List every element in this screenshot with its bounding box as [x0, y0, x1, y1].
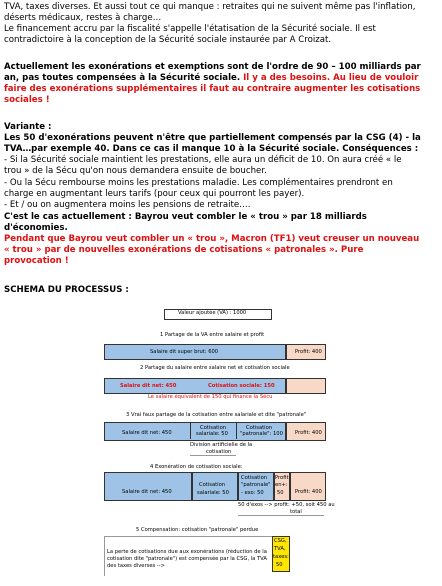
step3-note-underline: [190, 455, 236, 456]
step1-profit-label: Profit: 400: [295, 349, 322, 355]
step3-cp2: "patronale": 100: [240, 431, 283, 437]
variante-title: Variante :: [4, 122, 52, 132]
step5-title: 5 Compensation: cotisation "patronale" perdue: [136, 527, 259, 533]
paragraph2-line2-red: Il y a des besoins. Au lieu de vouloir: [240, 73, 419, 83]
step4-pr2: en+:: [275, 482, 288, 488]
paragraph1-line3: Le financement accru par la fiscalité s'appelle l'étatisation de la Sécurité sociale. Il est: [4, 24, 376, 34]
pendant-line1: Pendant que Bayrou veut combler un « trou », Macron (TF1) veut creuser un nouveau: [4, 234, 420, 244]
step2-title: 2 Partage du salaire entre salaire net et cotisation sociale: [140, 365, 290, 371]
step4-note1: 50 d'exos --> profit: +50, soit 450 au: [238, 502, 335, 508]
variante-bullet1b: trou » de la Sécu qu'on nous demandera ensuite de boucher.: [4, 166, 267, 176]
step1-salaire-label: Salaire dit super brut: 600: [150, 349, 219, 355]
step5-text2: cotisation dite "patronale") est compensée par la CSG, la TVA: [107, 556, 267, 562]
variante-bullet3: - Et / ou on augmentera moins les pensions de retraite….: [4, 200, 251, 210]
step2-note: Le salaire équivalent de 150 qui finance la Sécu: [148, 394, 273, 400]
step1-title: 1 Partage de la VA entre salaire et profit: [160, 332, 265, 338]
step4-cp2: "patronale": [241, 482, 271, 488]
step3-note2: cotisation: [206, 449, 232, 455]
step5-text1: La perte de cotisations due aux exonérations (réduction de la: [107, 549, 267, 555]
paragraph2-line1: Actuellement les exonérations et exemptions sont de l'ordre de 90 – 100 milliards par: [4, 62, 421, 72]
step2-profit-box: [286, 378, 326, 394]
step3-divider1: [190, 422, 191, 439]
step2-cot-label: Cotisation sociale: 150: [208, 383, 275, 389]
paragraph2-line2: [4, 73, 418, 84]
variante-line1: Les 50 d'exonérations peuvent n'être que partiellement compensés par la CSG (4) - la: [4, 133, 421, 143]
step4-note-underline: [238, 515, 324, 516]
step5-topline: [104, 536, 272, 537]
step3-net-label: Salaire dit net: 450: [122, 430, 172, 436]
step5-leftline: [104, 536, 105, 576]
paragraph1-line4: contradictoire à la conception de la Sécurité sociale instaurée par A Croizat.: [4, 35, 332, 45]
step4-pr1: Profit: [275, 475, 289, 481]
step4-net-box: [104, 472, 192, 501]
bayrou-line2: d'économies.: [4, 223, 68, 233]
step4-title: 4 Exonération de cotisation sociale:: [150, 464, 243, 470]
step5-y3: taxes:: [273, 554, 289, 560]
step3-profit-label: Profit: 400: [295, 430, 322, 436]
step2-net-label: Salaire dit net: 450: [120, 383, 177, 389]
step3-cs2: salariale: 50: [196, 431, 228, 437]
step5-y2: TVA,: [274, 546, 286, 552]
pendant-line3: provocation !: [4, 256, 69, 266]
paragraph1-line1: TVA, taxes diverses. Et aussi tout ce qui manque : retraites qui ne suivent même pas l'inflation,: [4, 2, 416, 12]
variante-bullet2a: - Ou la Sécu rembourse moins les prestations maladie. Les complémentaires prendront en: [4, 178, 393, 188]
step3-note1: Division artificielle de la: [190, 442, 253, 448]
step4-cp3: - exo: 50: [241, 490, 264, 496]
step4-profit-label: Profit: 400: [295, 489, 322, 495]
paragraph2-line2-black: an, pas toutes compensées à la Sécurité sociale.: [4, 73, 241, 83]
variante-bullet2b: charge en augmentant leurs tarifs (pour ceux qui pourront les payer).: [4, 189, 305, 199]
paragraph2-line3: faire des exonérations supplémentaires il faut au contraire augmenter les cotisations: [4, 84, 421, 94]
step5-text3: des taxes diverses -->: [107, 563, 165, 569]
step4-net-label: Salaire dit net: 450: [122, 489, 172, 495]
pendant-line2: « trou » par de nouvelles exonérations de cotisations « patronales ». Pure: [4, 245, 364, 255]
variante-line2: TVA…par exemple 40. Dans ce cas il manque 10 à la Sécurité sociale. Conséquences :: [4, 144, 419, 154]
schema-title: SCHEMA DU PROCESSUS :: [4, 285, 129, 295]
step4-cp1: Cotisation: [241, 475, 268, 481]
step3-cs1: Cotisation: [200, 425, 227, 431]
step4-profit-box: [290, 472, 326, 501]
va-label: Valeur ajoutée (VA) : 1000: [178, 310, 247, 316]
step4-cs2: salariale: 50: [197, 490, 229, 496]
bayrou-line1: C'est le cas actuellement : Bayrou veut combler le « trou » par 18 milliards: [4, 212, 367, 222]
step3-divider2: [236, 422, 237, 439]
paragraph1-line2: déserts médicaux, restes à charge…: [4, 13, 162, 23]
step5-y1: CSG,: [274, 538, 287, 544]
step3-title: 3 Vrai faux partage de la cotisation entre salariale et dite "patronale": [126, 412, 307, 418]
step4-cs1: Cotisation: [199, 482, 226, 488]
step4-note2: total: [290, 509, 302, 515]
step5-y4: 50: [276, 562, 283, 568]
paragraph2-line4: sociales !: [4, 95, 50, 105]
step4-pr3: 50: [277, 490, 284, 496]
variante-bullet1a: - Si la Sécurité sociale maintient les prestations, elle aura un déficit de 10. On aura créé « le: [4, 155, 402, 165]
step3-cp1: Cotisation: [246, 425, 273, 431]
